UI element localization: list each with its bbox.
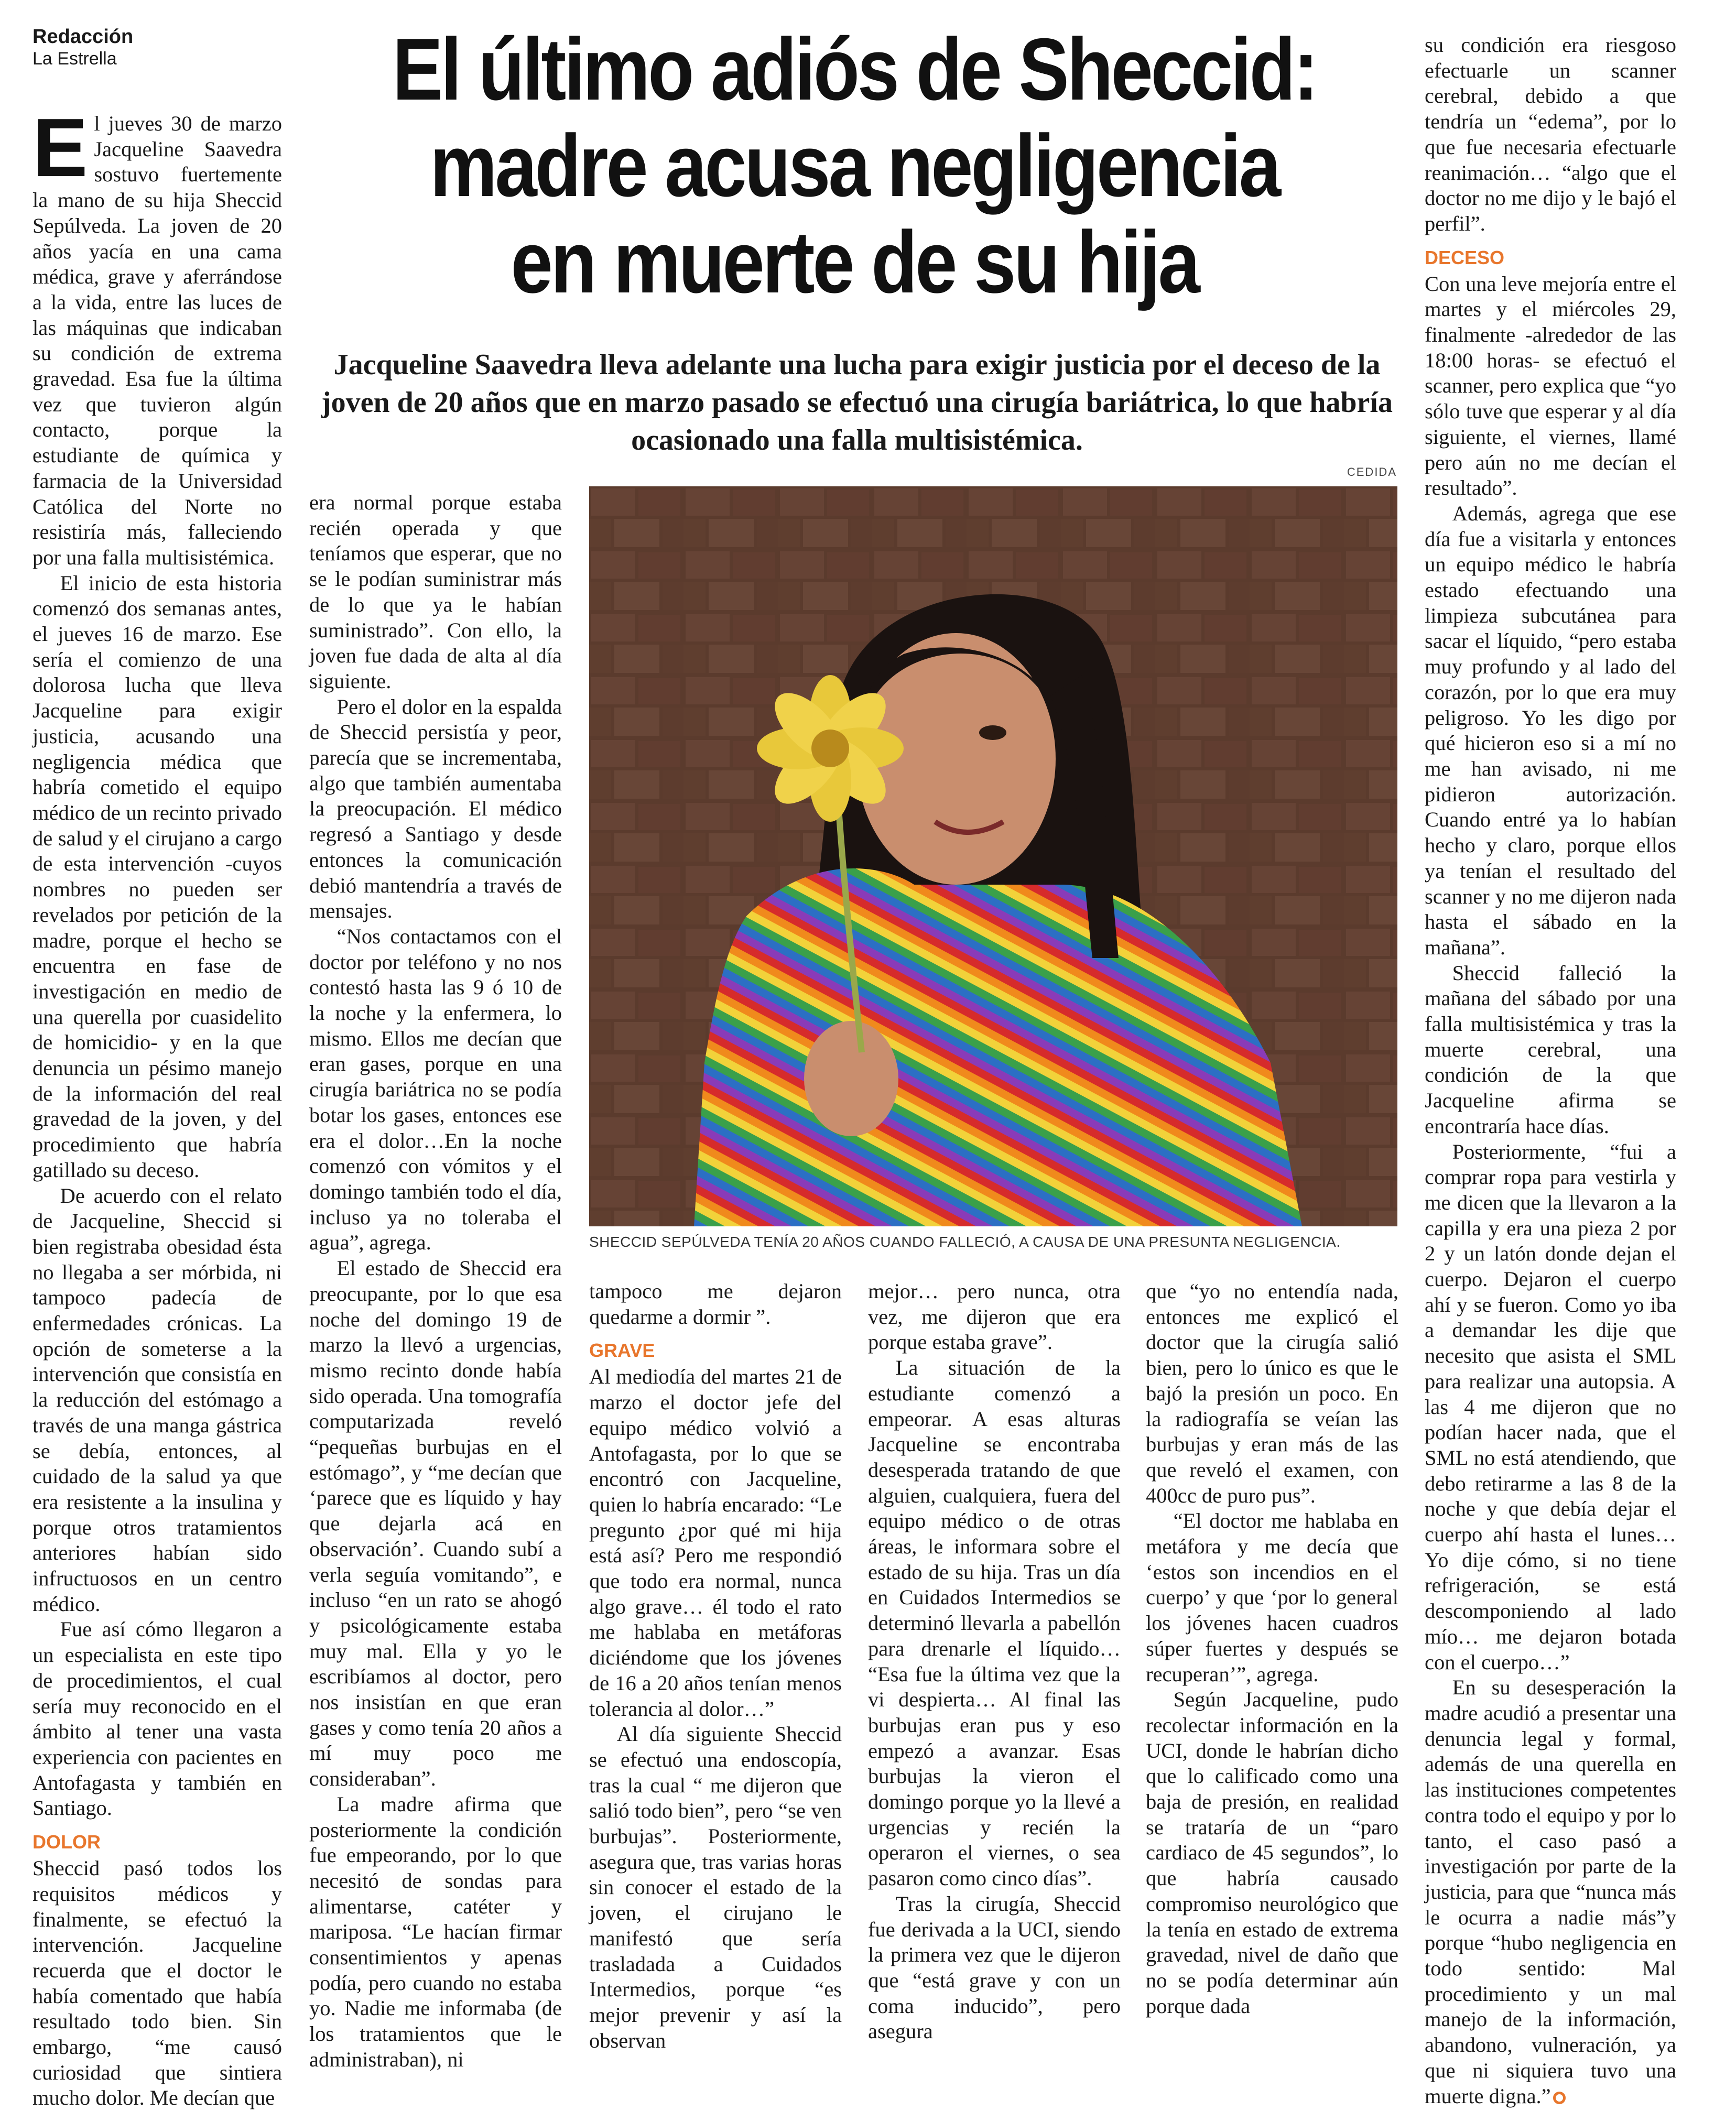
paragraph-7: Pero el dolor en la espalda de Sheccid persistía y peor, parecía que se incrementaba, algo que también aumentaba la preocupación. El médico regresó a Santiago y desde entonces la comunicación debió mantendría a través de mensajes. <box>309 694 562 923</box>
photo-sheccid <box>589 486 1397 1226</box>
paragraph-20: su condición era riesgoso efectuarle un scanner cerebral, debido a que tendría un “edema”, por lo que fue necesaria efectuarle reanimación… “algo que el doctor no me dijo y le bajó el perfil”. <box>1425 33 1676 235</box>
paragraph-10: La madre afirma que posteriormente la condición fue empeorando, por lo que necesitó de sondas para alimentarse, catéter y mariposa. “Le hacían firmar consentimientos y apenas podía, pero cuando no estaba yo. Nadie me informaba (de los tratamientos que le administraban), ni <box>309 1792 562 2071</box>
headline-line-3: en muerte de su hija <box>511 213 1198 311</box>
article-column-1 <box>32 102 282 2110</box>
paragraph-lead <box>32 102 282 571</box>
paragraph-14: mejor… pero nunca, otra vez, me dijeron que era porque estaba grave”. <box>868 1279 1121 1354</box>
subhead-grave: GRAVE <box>589 1340 655 1362</box>
byline-publication: La Estrella <box>32 49 117 69</box>
paragraph-9: El estado de Sheccid era preocupante, por lo que esa noche del domingo 19 de marzo la llevó a urgencias, mismo recinto donde había sido operada. Una tomografía computarizada reveló “pequeñas burbujas en el estómago”, y “me decían que ‘parece que es líquido y hay que dejarla acá en observación’. Cuando subí a verla seguía vomitando”, e incluso “en un rato se ahogó y psicológicamente estaba muy mal. Ella y yo le escribíamos al doctor, pero nos insistían en que eran gases y como tenía 20 años a mí muy poco me consideraban”. <box>309 1256 562 1791</box>
paragraph-13: Al día siguiente Sheccid se efectuó una endoscopía, tras la cual “ me dijeron que salió todo bien”, pero “se ven burbujas”. Posteriormente, asegura que, tras varias horas sin conocer el estado de la joven, el cirujano le manifestó que sería trasladada a Cuidados Intermedios, porque “es mejor prevenir y así la observan <box>589 1722 842 2052</box>
byline <box>32 25 133 69</box>
byline-author: Redacción <box>32 26 134 48</box>
paragraph-19: Según Jacqueline, pudo recolectar información en la UCI, donde le habrían dicho que lo calificado como una baja de presión, en realidad se trataría de un “paro cardiaco de 45 segundos”, lo que habría causado compromiso neurológico que la tenía en estado de extrema gravedad, nivel de daño que no se podía determinar aún porque dada <box>1146 1688 1398 2018</box>
paragraph-21: Con una leve mejoría entre el martes y el miércoles 29, finalmente -alrededor de las 18:00 horas- se efectuó el scanner, pero explica que “yo sólo tuve que esperar y al día siguiente, el viernes, llamé pero aún no me decían el resultado”. <box>1425 271 1676 500</box>
photo-credit: CEDIDA <box>1347 465 1397 478</box>
subhead-dolor: DOLOR <box>32 1831 101 1853</box>
portrait-illustration <box>589 486 1397 1226</box>
paragraph-4: Fue así cómo llegaron a un especialista en este tipo de procedimientos, el cual sería muy reconocido en el ámbito al tener una vasta experiencia con pacientes en Antofagasta y también en Santiago. <box>32 1617 282 1820</box>
headline-line-1: El último adiós de Sheccid: <box>392 20 1317 118</box>
article-column-3 <box>589 1279 842 2052</box>
article-column-6 <box>1425 32 1676 2108</box>
paragraph-18: “El doctor me hablaba en metáfora y me decía que ‘estos son incendios en el cuerpo’ y que ‘por lo general los jóvenes hacen cuadros súper fuertes y después se recuperan’”, agrega. <box>1146 1509 1398 1686</box>
article-column-5 <box>1146 1279 1398 2018</box>
end-mark-icon <box>1553 2092 1566 2104</box>
paragraph-12: Al mediodía del martes 21 de marzo el doctor jefe del equipo médico volvió a Antofagasta, por lo que se encontró con Jacqueline, quien lo habría encarado: “Le pregunto ¿por qué mi hija está así? Pero me respondió que todo era normal, nunca algo grave… él todo el rato me hablaba en metáforas diciéndome que los jóvenes de 16 a 20 años tenían menos tolerancia al dolor…” <box>589 1365 842 1721</box>
headline <box>381 21 1328 310</box>
paragraph-8: “Nos contactamos con el doctor por teléfono y no nos contestó hasta las 9 ó 10 de la noche y la enfermera, lo mismo. Ellos me decían que eran gases, porque en una cirugía bariátrica no se podía botar los gases, entonces ese era el dolor…En la noche comenzó con vómitos y el domingo también todo el día, incluso ya no toleraba el agua”, agrega. <box>309 924 562 1255</box>
paragraph-5: Sheccid pasó todos los requisitos médicos y finalmente, se efectuó la intervención. Jacqueline recuerda que el doctor le había comentado que había resultado todo bien. Sin embargo, “me causó curiosidad que sintiera mucho dolor. Me decían que <box>32 1856 282 2110</box>
deck-subtitle: Jacqueline Saavedra lleva adelante una lucha para exigir justicia por el deceso de la joven de 20 años que en marzo pasado se efectuó una cirugía bariátrica, lo que habría ocasionado una falla multisistémica. <box>321 349 1393 456</box>
paragraph-3: De acuerdo con el relato de Jacqueline, Sheccid si bien registraba obesidad ésta no llegaba a ser mórbida, ni tampoco padecía de enfermedades crónicas. La opción de someterse a la intervención que consistía en la reducción del estómago a través de una manga gástrica se debía, entonces, al cuidado de la salud ya que era resistente a la insulina y porque otros tratamientos anteriores habían sido infructuosos en un centro médico. <box>32 1183 282 1616</box>
paragraph-2: El inicio de esta historia comenzó dos semanas antes, el jueves 16 de marzo. Ese sería el comienzo de una dolorosa lucha que lleva Jacqueline para exigir justicia, acusando una negligencia médica que habría cometido el equipo médico de un recinto privado de salud y el cirujano a cargo de esta intervención -cuyos nombres no pueden ser revelados por petición de la madre, porque el hecho se encuentra en fase de investigación en medio de una querella por cuasidelito de homicidio- y en la que denuncia un pésimo manejo de la información del real gravedad de la joven, y del procedimiento que habría gatillado su deceso. <box>32 571 282 1182</box>
paragraph-22: Además, agrega que ese día fue a visitarla y entonces un equipo médico le habría estado efectuando una limpieza subcutánea para sacar el líquido, “pero estaba muy profundo y al lado del corazón, por lo que era muy peligroso. Yo les digo por qué hicieron eso si a mí no me han avisado, ni me pidieron autorización. Cuando entré ya lo habían hecho y claro, porque ellos ya tenían el resultado del scanner y no me dijeron nada hasta el sábado en la mañana”. <box>1425 501 1676 959</box>
paragraph-17: que “yo no entendía nada, entonces me explicó el doctor que la cirugía salió bien, pero lo único es que le bajó la presión un poco. En la radiografía se veían las burbujas y eran más de las que reveló el examen, con 400cc de puro pus”. <box>1146 1279 1398 1507</box>
paragraph-24: Posteriormente, “fui a comprar ropa para vestirla y me dicen que la llevaron a la capilla y era una pieza 2 por 2 y un latón donde dejan el cuerpo. Dejaron el cuerpo ahí y se fueron. Como yo iba a demandar les dije que necesito que asista el SML para realizar una autopsia. A las 4 me dijeron que no podían hacer nada, que el SML no está atendiendo, que debo retirarme a las 8 de la noche y que debía dejar el cuerpo ahí hasta el lunes… Yo dije cómo, si no tiene refrigeración, se está descomponiendo al lado mío… me dejaron botada con el cuerpo…” <box>1425 1139 1676 1674</box>
paragraph-23: Sheccid falleció la mañana del sábado por una falla multisistémica y tras la muerte cerebral, una condición de la que Jacqueline afirma se encontraría hace días. <box>1425 961 1676 1138</box>
headline-line-2: madre acusa negligencia <box>430 116 1279 215</box>
paragraph-16: Tras la cirugía, Sheccid fue derivada a la UCI, siendo la primera vez que le dijeron que “está grave y con un coma inducido”, pero asegura <box>868 1891 1121 2043</box>
paragraph-11: tampoco me dejaron quedarme a dormir ”. <box>589 1279 842 1329</box>
paragraph-25-wrap <box>1425 1675 1676 2109</box>
article-column-4 <box>868 1279 1121 2043</box>
subhead-deceso: DECESO <box>1425 246 1505 268</box>
paragraph-6: era normal porque estaba recién operada y que teníamos que esperar, que no se le podían suministrar más de lo que ya le habían suministrado”. Con ello, la joven fue dada de alta al día siguiente. <box>309 491 562 693</box>
paragraph-1-text: l jueves 30 de marzo Jacqueline Saavedra sostuvo fuertemente la mano de su hija Sheccid Sepúlveda. La joven de 20 años yacía en una cama médica, grave y aferrándose a la vida, entre las luces de las máquinas que indicaban su condición de extrema gravedad. Esa fue la última vez que tuvieron algún contacto, porque la estudiante de química y farmacia de la Universidad Católica del Norte no resistiría más, falleciendo por una falla multisistémica. <box>32 112 282 569</box>
photo-caption: SHECCID SEPÚLVEDA TENÍA 20 AÑOS CUANDO FALLECIÓ, A CAUSA DE UNA PRESUNTA NEGLIGENCIA. <box>589 1234 1341 1250</box>
article-column-2 <box>309 490 562 2071</box>
drop-cap: E <box>32 102 88 194</box>
paragraph-25: En su desesperación la madre acudió a presentar una denuncia legal y formal, además de una querella en las instituciones competentes contra todo el equipo y por lo tanto, el caso pasó a investigación por parte de la justicia, para que “nunca más le ocurra a nadie más”y porque “hubo negligencia en todo sentido: Mal procedimiento y un mal manejo de la información, abandono, vulneración, ya que ni siquiera tuvo una muerte digna.” <box>1425 1675 1676 2108</box>
paragraph-15: La situación de la estudiante comenzó a empeorar. A esas alturas Jacqueline se encontraba desesperada tratando de que alguien, cualquiera, fuera del equipo médico o de otras áreas, le informara sobre el estado de su hija. Tras un día en Cuidados Intermedios se determinó llevarla a pabellón para drenarle el líquido… “Esa fue la última vez que la vi despierta… Al final las burbujas eran pus y eso empezó a avanzar. Esas burbujas la vieron el domingo porque yo la llevé a urgencias y recién la operaron el viernes, o sea pasaron como cinco días”. <box>868 1356 1121 1890</box>
